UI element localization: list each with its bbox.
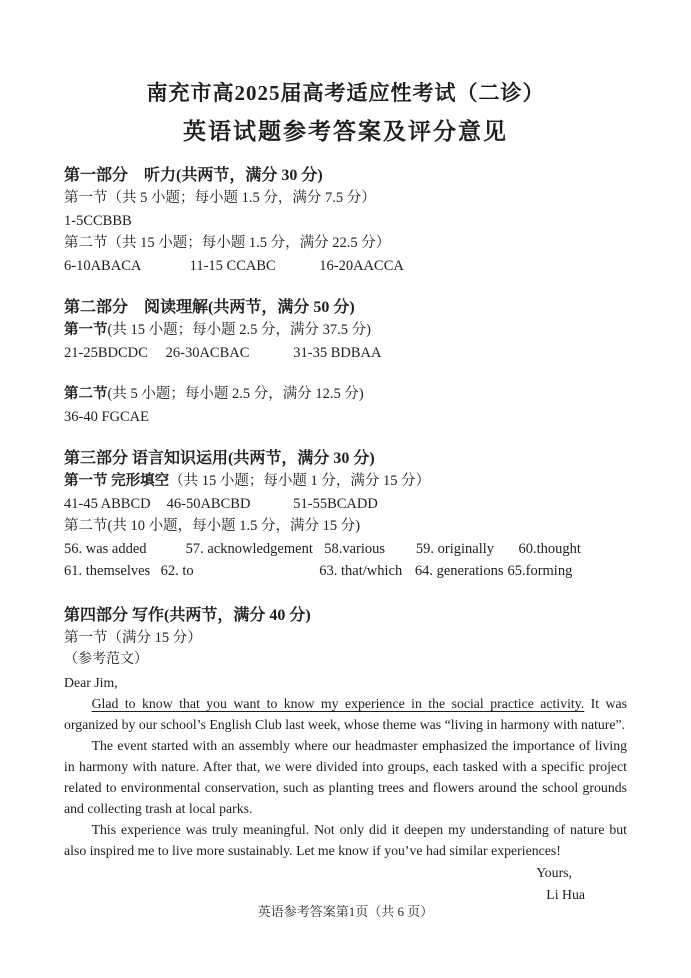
part3-section1-answers	[64, 493, 627, 516]
part2-section2-label	[64, 383, 627, 406]
answer-group: 26-30ACBAC	[165, 344, 250, 361]
model-essay-note: （参考范文）	[64, 652, 148, 667]
document-subtitle: 英语试题参考答案及评分意见	[183, 119, 508, 144]
part1-section2-label: 第二节（共 15 小题；每小题 1.5 分，满分 22.5 分）	[64, 235, 391, 251]
document-title: 南充市高2025届高考适应性考试（二诊）	[146, 81, 545, 105]
answer-item: 57. acknowledgement	[185, 540, 313, 557]
part3-section2-label: 第二节(共 10 小题，每小题 1.5 分，满分 15 分)	[64, 518, 361, 534]
part2-reading-section	[64, 296, 627, 428]
section-label-strong: 第一节 完形填空	[64, 473, 170, 489]
part2-section2-answers: 36-40 FGCAE	[64, 408, 149, 425]
essay-salutation: Dear Jim,	[64, 674, 118, 690]
answer-group: 16-20AACCA	[319, 257, 404, 274]
part2-section1-label	[64, 319, 627, 342]
part2-section1-answers	[64, 342, 627, 365]
answer-item: 58.various	[324, 540, 386, 557]
answer-item: 62. to	[160, 563, 194, 579]
part3-section2-answers-row2	[64, 560, 627, 583]
answer-item: 60.thought	[518, 540, 581, 557]
part1-heading: 第一部分 听力(共两节，满分 30 分)	[64, 167, 323, 184]
answer-group: 21-25BDCDC	[64, 344, 148, 361]
page-footer: 英语参考答案第1页（共 6 页）	[257, 904, 434, 919]
part3-heading: 第三部分 语言知识运用(共两节，满分 30 分)	[64, 450, 375, 467]
essay-paragraph-3: This experience was truly meaningful. Not only did it deepen my understanding of nature but also inspired me to live more sustainably. Let me know if you’ve had similar experiences!	[64, 821, 627, 858]
answer-item: 64. generations	[414, 563, 504, 579]
part3-section1-label	[64, 470, 627, 493]
section-label-rest: （共 15 小题；每小题 1 分，满分 15 分）	[169, 473, 431, 489]
part4-heading: 第四部分 写作(共两节，满分 40 分)	[64, 606, 311, 624]
part1-section2-answers	[64, 255, 627, 278]
part3-section2-answers-row1	[64, 538, 627, 561]
answer-group: 51-55BCADD	[293, 495, 378, 512]
part4-writing-section	[64, 604, 627, 905]
part3-language-use-section	[64, 447, 627, 583]
section-label-rest: (共 15 小题；每小题 2.5 分，满分 37.5 分)	[107, 322, 371, 338]
section-label-strong: 第一节	[64, 322, 108, 338]
part2-heading: 第二部分 阅读理解(共两节，满分 50 分)	[64, 299, 355, 316]
essay-signature: Li Hua	[546, 886, 585, 902]
paragraph-1-rest: It was organized by our school’s English Club last week, whose theme was “living in harmony with nature”.	[64, 695, 627, 732]
essay-closing: Yours,	[536, 864, 572, 880]
answer-item: 63. that/which	[319, 563, 403, 579]
answer-group: 41-45 ABBCD	[64, 495, 151, 512]
essay-paragraph-2: The event started with an assembly where our headmaster emphasized the importance of living in harmony with nature. After that, we were divided into groups, each tasked with a specific project related to environmental conservation, such as planting trees and flowers around the school grounds and collecting trash at local parks.	[64, 737, 627, 816]
answer-item: 56. was added	[64, 540, 147, 557]
underlined-opening-sentence: Glad to know that you want to know my experience in the social practice activity.	[91, 695, 585, 711]
part4-section1-label: 第一节（满分 15 分）	[64, 629, 202, 646]
answer-item: 59. originally	[415, 540, 495, 557]
section-label-rest: (共 5 小题；每小题 2.5 分，满分 12.5 分)	[107, 386, 364, 402]
part1-listening-section	[64, 164, 627, 277]
answer-group: 31-35 BDBAA	[293, 344, 382, 361]
part1-section1-answers: 1-5CCBBB	[64, 212, 132, 229]
answer-group: 46-50ABCBD	[166, 495, 251, 512]
essay-paragraph-1	[64, 693, 627, 735]
part1-section1-label: 第一节（共 5 小题；每小题 1.5 分，满分 7.5 分）	[64, 190, 376, 206]
answer-item: 61. themselves	[64, 563, 151, 579]
answer-group: 11-15 CCABC	[189, 257, 276, 274]
answer-item: 65.forming	[507, 563, 573, 579]
section-label-strong: 第二节	[64, 386, 108, 402]
answer-group: 6-10ABACA	[64, 257, 142, 274]
